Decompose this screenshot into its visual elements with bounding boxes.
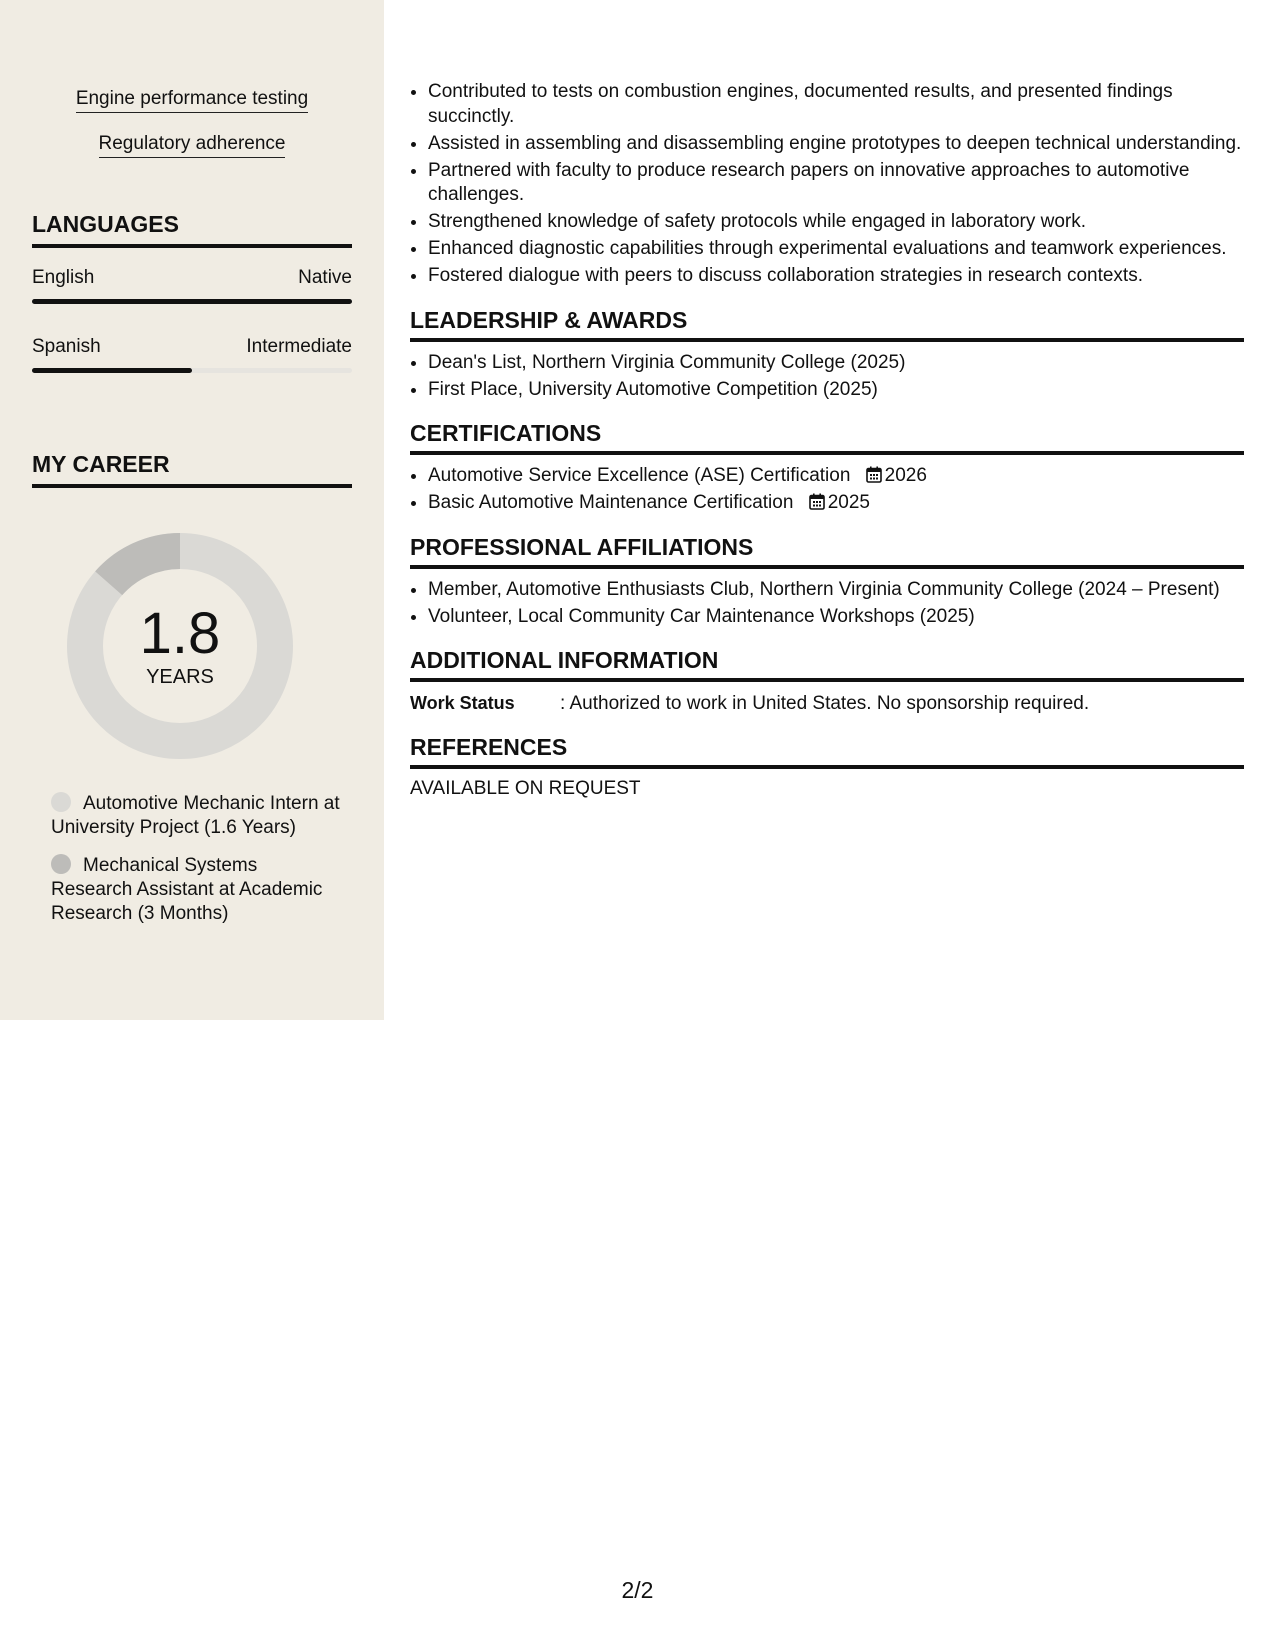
affiliations-heading: PROFESSIONAL AFFILIATIONS [410,534,1244,569]
affiliations-list [410,578,1244,630]
work-status-row [410,691,1244,716]
career-total-years: 1.8 [139,601,221,666]
leadership-heading: LEADERSHIP & AWARDS [410,307,1244,342]
list-item: • Fostered dialogue with peers to discuss collaboration strategies in research contexts. [428,264,1244,289]
list-item [428,464,1244,489]
language-proficiency-fill [32,368,192,373]
career-legend-item: Mechanical Systems Research Assistant at Academic Research (3 Months) [51,855,323,924]
main-content [410,80,1244,800]
career-donut-segment [109,551,180,583]
list-item: • Member, Automotive Enthusiasts Club, Northern Virginia Community College (2024 – Present) [428,578,1244,603]
references-text: AVAILABLE ON REQUEST [410,778,641,799]
list-item: • Strengthened knowledge of safety protocols while engaged in laboratory work. [428,210,1244,235]
work-status-label: Work Status [410,693,515,713]
list-item: • Contributed to tests on combustion engines, documented results, and presented findings succinctly. [428,80,1244,129]
page-number: 2/2 [621,1577,654,1603]
list-item [428,491,1244,516]
sidebar [0,0,384,1020]
list-item: • Dean's List, Northern Virginia Community College (2025) [428,351,1244,376]
skill-tag: Engine performance testing [0,88,384,113]
language-row [32,267,352,289]
references-heading: REFERENCES [410,734,1244,769]
calendar-icon [809,493,825,510]
language-proficiency-bar [32,299,352,304]
certification-name: Automotive Service Excellence (ASE) Certification [428,465,851,486]
list-item: • Enhanced diagnostic capabilities through experimental evaluations and teamwork experiences. [428,237,1244,262]
language-name: Spanish [32,336,101,357]
list-item: • Assisted in assembling and disassembling engine prototypes to deepen technical understanding. [428,132,1244,157]
certification-name: Basic Automotive Maintenance Certification [428,492,794,513]
list-item: • First Place, University Automotive Competition (2025) [428,378,1244,403]
list-item: • Volunteer, Local Community Car Maintenance Workshops (2025) [428,605,1244,630]
certifications-heading: CERTIFICATIONS [410,420,1244,455]
career-years-label: YEARS [146,666,214,688]
certification-year: 2025 [827,492,870,513]
additional-info-heading: ADDITIONAL INFORMATION [410,647,1244,682]
certification-year: 2026 [884,465,927,486]
language-level: Native [298,267,352,288]
career-heading: MY CAREER [32,451,352,488]
skill-tag: Regulatory adherence [0,133,384,158]
language-level: Intermediate [246,336,352,357]
language-proficiency-fill [32,299,352,304]
work-status-value: : Authorized to work in United States. No sponsorship required. [560,693,1090,714]
list-item: • Partnered with faculty to produce research papers on innovative approaches to automotive challenges. [428,159,1244,208]
legend-dot [51,792,71,812]
calendar-icon [866,466,882,483]
experience-bullet-list [410,80,1244,289]
certifications-list [410,464,1244,516]
career-legend-item: Automotive Mechanic Intern at University Project (1.6 Years) [51,793,340,838]
language-proficiency-bar [32,368,352,373]
languages-heading: LANGUAGES [32,211,352,248]
language-name: English [32,267,95,288]
leadership-list [410,351,1244,403]
legend-dot [51,854,71,874]
language-row [32,336,352,358]
